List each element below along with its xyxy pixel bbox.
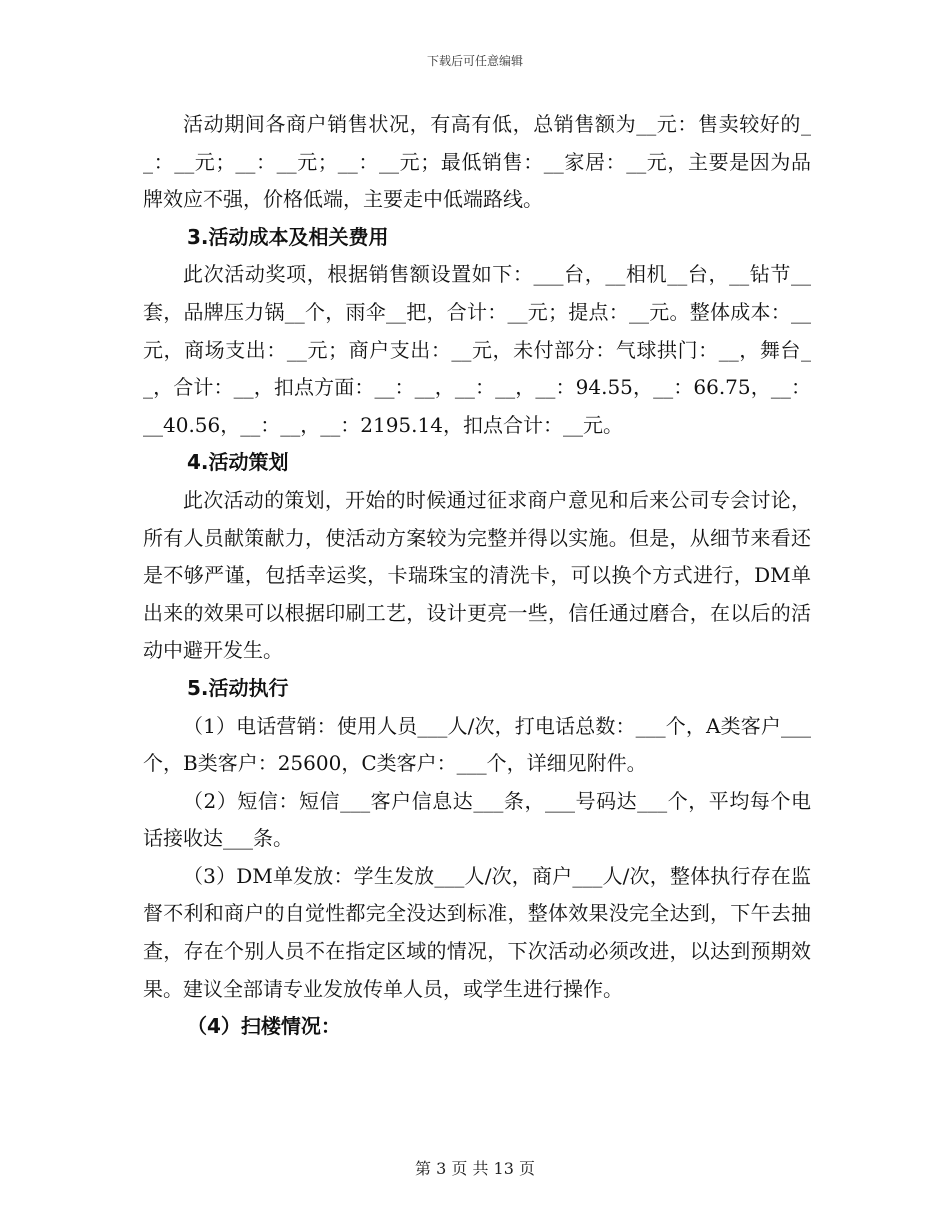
dm-distribution-paragraph: （3）DM单发放：学生发放___人/次，商户___人/次，整体执行存在监督不利和商户的自觉性都完全没达到标准，整体效果没完全达到，下午去抽查，存在个别人员不在指定区域的情况，下次活动必须改进，以达到预期效果。建议全部请专业发放传单人员，或学生进行操作。 [143, 863, 811, 1001]
page-header: 下载后可任意编辑 [426, 54, 523, 68]
costs-paragraph: 此次活动奖项，根据销售额设置如下：___台，__相机__台，__钻节__套，品牌压力锅__个，雨伞__把，合计：__元；提点：__元。整体成本：__元，商场支出：__元；商户支出：__元，未付部分：气球拱门：__，舞台__，合计：__，扣点方面：__：__，__：__，__：94.55，__：66.75，__：__40.56，__：__，__：2195.14，扣点合计：__元。 [143, 262, 811, 437]
phone-marketing-paragraph: （1）电话营销：使用人员___人/次，打电话总数：___个，A类客户___个，B类客户：25600，C类客户：___个，详细见附件。 [143, 713, 811, 776]
section-heading-execution: 5.活动执行 [187, 675, 289, 700]
section-heading-costs: 3.活动成本及相关费用 [187, 224, 389, 249]
subsection-heading-sweep: （4）扫楼情况： [187, 1014, 341, 1039]
sales-summary-paragraph: 活动期间各商户销售状况，有高有低，总销售额为__元：售卖较好的__：__元；__：__元；__：__元；最低销售：__家居：__元，主要是因为品牌效应不强，价格低端，主要走中低端路线。 [143, 112, 811, 212]
document-body [143, 106, 811, 1046]
section-heading-planning: 4.活动策划 [187, 450, 289, 475]
sms-paragraph: （2）短信：短信___客户信息达___条，___号码达___个，平均每个电话接收达___条。 [143, 788, 811, 851]
planning-paragraph: 此次活动的策划，开始的时候通过征求商户意见和后来公司专会讨论，所有人员献策献力，使活动方案较为完整并得以实施。但是，从细节来看还是不够严谨，包括幸运奖，卡瑞珠宝的清洗卡，可以换个方式进行，DM单出来的效果可以根据印刷工艺，设计更亮一些，信任通过磨合，在以后的活动中避开发生。 [143, 487, 811, 663]
page-footer: 第 3 页 共 13 页 [415, 1159, 535, 1178]
